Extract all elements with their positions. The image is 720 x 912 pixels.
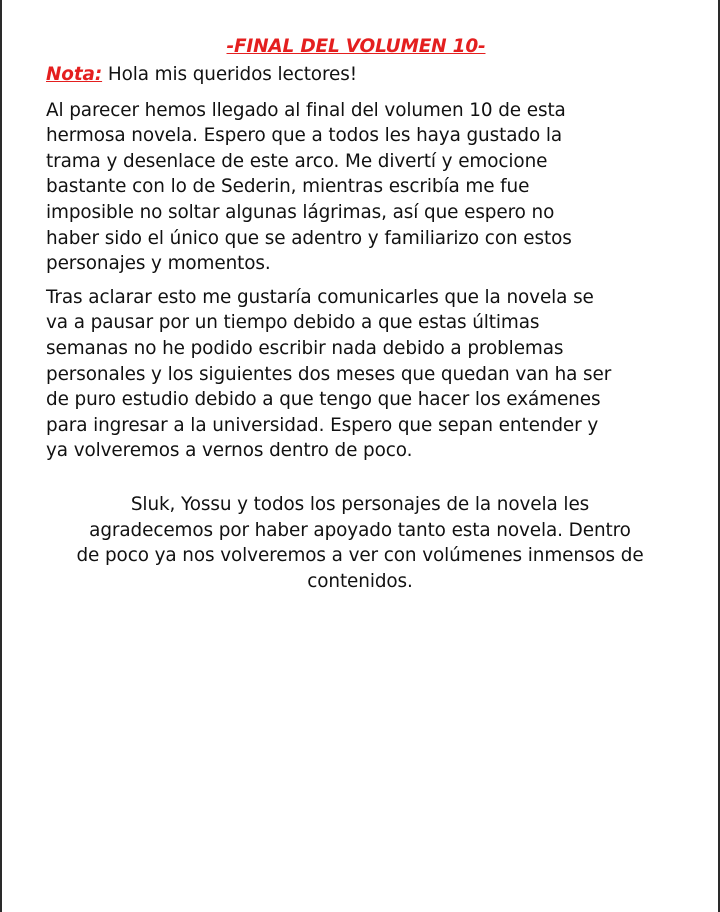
paragraph-2 — [46, 285, 676, 464]
paragraph-line: personajes y momentos. — [46, 253, 271, 275]
paragraph-line: Al parecer hemos llegado al final del volumen 10 de esta — [46, 99, 566, 121]
paragraph-line: bastante con lo de Sederin, mientras escribía me fue — [46, 176, 530, 198]
paragraph-line: imposible no soltar algunas lágrimas, así que espero no — [46, 201, 555, 223]
paragraph-line: va a pausar por un tiempo debido a que estas últimas — [46, 312, 540, 334]
paragraph-1 — [46, 98, 676, 277]
paragraph-line: Tras aclarar esto me gustaría comunicarles que la novela se — [46, 286, 594, 308]
note-line — [46, 62, 676, 88]
paragraph-line: hermosa novela. Espero que a todos les haya gustado la — [46, 125, 563, 147]
page-title: -FINAL DEL VOLUMEN 10- — [226, 36, 486, 57]
closing-line: Sluk, Yossu y todos los personajes de la novela les — [130, 494, 590, 515]
paragraph-line: personales y los siguientes dos meses que quedan van ha ser — [46, 363, 612, 385]
paragraph-line: haber sido el único que se adentro y familiarizo con estos — [46, 227, 572, 249]
paragraph-line: trama y desenlace de este arco. Me divertí y emocione — [46, 150, 548, 172]
paragraph-line: de puro estudio debido a que tengo que hacer los exámenes — [46, 389, 601, 411]
closing-line: de poco ya nos volveremos a ver con volúmenes inmensos de — [76, 545, 644, 567]
note-label: Nota: — [46, 64, 103, 85]
paragraph-line: para ingresar a la universidad. Espero que sepan entender y — [46, 414, 599, 436]
document-page — [46, 34, 676, 464]
closing-line: agradecemos por haber apoyado tanto esta novela. Dentro — [89, 519, 631, 541]
closing-message — [0, 492, 720, 594]
paragraph-line: ya volveremos a vernos dentro de poco. — [46, 440, 413, 462]
closing-line: contenidos. — [307, 570, 413, 592]
note-text: Hola mis queridos lectores! — [102, 64, 357, 85]
left-border — [0, 0, 2, 912]
paragraph-line: semanas no he podido escribir nada debido a problemas — [46, 337, 564, 359]
